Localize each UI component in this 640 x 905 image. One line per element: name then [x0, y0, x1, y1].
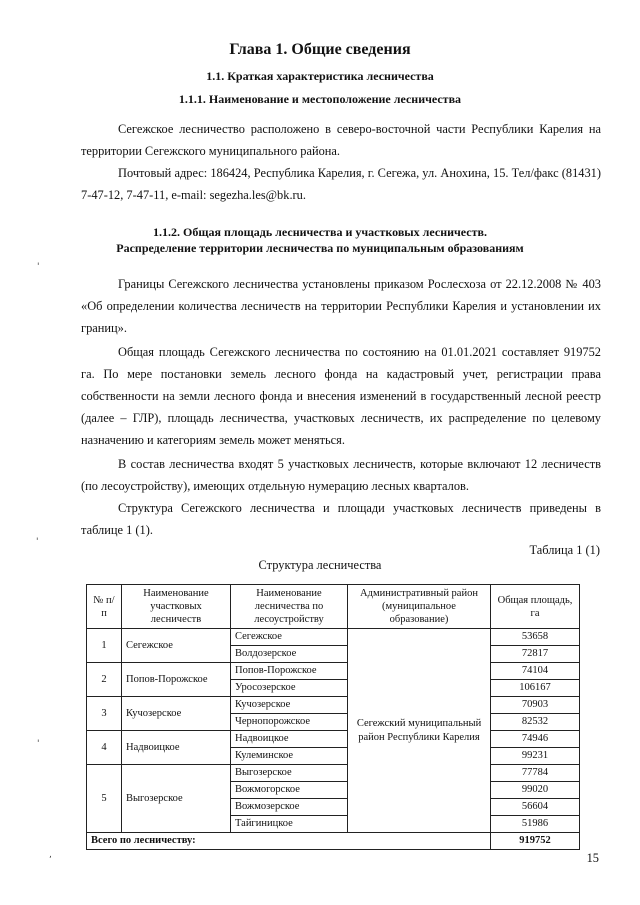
section-heading: 1.1. Краткая характеристика лесничества — [206, 69, 434, 83]
forestry-name: Сегежское — [231, 629, 348, 646]
scan-mark: ' — [37, 262, 40, 272]
forestry-name: Надвоицкое — [231, 731, 348, 748]
row-number: 3 — [87, 697, 122, 731]
paragraph-location: Сегежское лесничество расположено в северо-восточной части Республики Карелия на территории Сегежского муниципального района. — [81, 122, 601, 158]
scan-mark: , — [49, 850, 52, 860]
table-header-row — [87, 585, 580, 629]
total-row — [87, 833, 580, 850]
area-value: 99231 — [491, 748, 580, 765]
table-label: Таблица 1 (1) — [529, 543, 600, 557]
forestry-name: Кучозерское — [231, 697, 348, 714]
paragraph-structure: Структура Сегежского лесничества и площади участковых лесничеств приведены в таблице 1 (1). — [81, 501, 601, 537]
area-value: 77784 — [491, 765, 580, 782]
forestry-name: Вожмозерское — [231, 799, 348, 816]
paragraph-composition: В состав лесничества входят 5 участковых лесничеств, которые включают 12 лесничеств (по лесоустройству), имеющих отдельную нумерацию лесных кварталов. — [81, 457, 601, 493]
table-title: Структура лесничества — [258, 558, 382, 572]
forestry-name: Волдозерское — [231, 646, 348, 663]
area-value: 74946 — [491, 731, 580, 748]
header-forestry: Наименование лесничества по лесоустройству — [231, 585, 348, 629]
district-name: Сегежское — [122, 629, 231, 663]
table-row — [87, 663, 580, 680]
table-row — [87, 697, 580, 714]
admin-region: Сегежский муниципальный район Республики Карелия — [348, 629, 491, 833]
area-value: 56604 — [491, 799, 580, 816]
row-number: 4 — [87, 731, 122, 765]
area-value: 106167 — [491, 680, 580, 697]
district-name: Кучозерское — [122, 697, 231, 731]
forestry-name: Кулеминское — [231, 748, 348, 765]
district-name: Выгозерское — [122, 765, 231, 833]
table-row — [87, 629, 580, 646]
structure-table — [86, 584, 580, 850]
subsection-heading-2-line1: 1.1.2. Общая площадь лесничества и участковых лесничеств. — [153, 225, 487, 239]
subsection-heading-1: 1.1.1. Наименование и местоположение лесничества — [178, 92, 462, 106]
subsection-heading-2 — [0, 224, 640, 256]
row-number: 2 — [87, 663, 122, 697]
district-name: Надвоицкое — [122, 731, 231, 765]
table-body — [87, 629, 580, 850]
area-value: 70903 — [491, 697, 580, 714]
area-value: 74104 — [491, 663, 580, 680]
forestry-name: Вожмогорское — [231, 782, 348, 799]
area-value: 53658 — [491, 629, 580, 646]
subsection-heading-2-line2: Распределение территории лесничества по муниципальным образованиям — [116, 241, 524, 255]
row-number: 1 — [87, 629, 122, 663]
table-row — [87, 765, 580, 782]
district-name: Попов-Порожское — [122, 663, 231, 697]
forestry-name: Уросозерское — [231, 680, 348, 697]
paragraph-area: Общая площадь Сегежского лесничества по состоянию на 01.01.2021 составляет 919752 га. По мере постановки земель лесного фонда на кадастровый учет, регистрации права собственности на земли лесного фонда и внесения изменений в государственный лесной реестр (далее – ГЛР), площадь лесничества, участковых лесничеств, их распределение по целевому назначению и категориям земель может меняться. — [81, 345, 601, 447]
total-value: 919752 — [491, 833, 580, 850]
forestry-name: Чернопорожское — [231, 714, 348, 731]
scan-mark: ' — [36, 537, 39, 547]
scan-mark: ' — [37, 739, 40, 749]
total-label: Всего по лесничеству: — [87, 833, 491, 850]
paragraph-borders: Границы Сегежского лесничества установлены приказом Рослесхоза от 22.12.2008 № 403 «Об определении количества лесничеств на территории Республики Карелия и установлении их границ». — [81, 277, 601, 335]
forestry-name: Попов-Порожское — [231, 663, 348, 680]
header-district: Наименование участковых лесничеств — [122, 585, 231, 629]
structure-table-wrap — [86, 584, 580, 850]
chapter-heading: Глава 1. Общие сведения — [229, 41, 411, 58]
table-row — [87, 731, 580, 748]
area-value: 72817 — [491, 646, 580, 663]
header-area: Общая площадь, га — [491, 585, 580, 629]
area-value: 99020 — [491, 782, 580, 799]
header-admin: Административный район (муниципальное образование) — [348, 585, 491, 629]
header-num: № п/п — [87, 585, 122, 629]
page-number: 15 — [586, 851, 599, 865]
paragraph-address: Почтовый адрес: 186424, Республика Карелия, г. Сегежа, ул. Анохина, 15. Тел/факс (81431) 7-47-12, 7-47-11, e-mail: segezha.les@bk.ru. — [81, 166, 601, 202]
row-number: 5 — [87, 765, 122, 833]
area-value: 51986 — [491, 816, 580, 833]
area-value: 82532 — [491, 714, 580, 731]
forestry-name: Выгозерское — [231, 765, 348, 782]
forestry-name: Тайгиницкое — [231, 816, 348, 833]
